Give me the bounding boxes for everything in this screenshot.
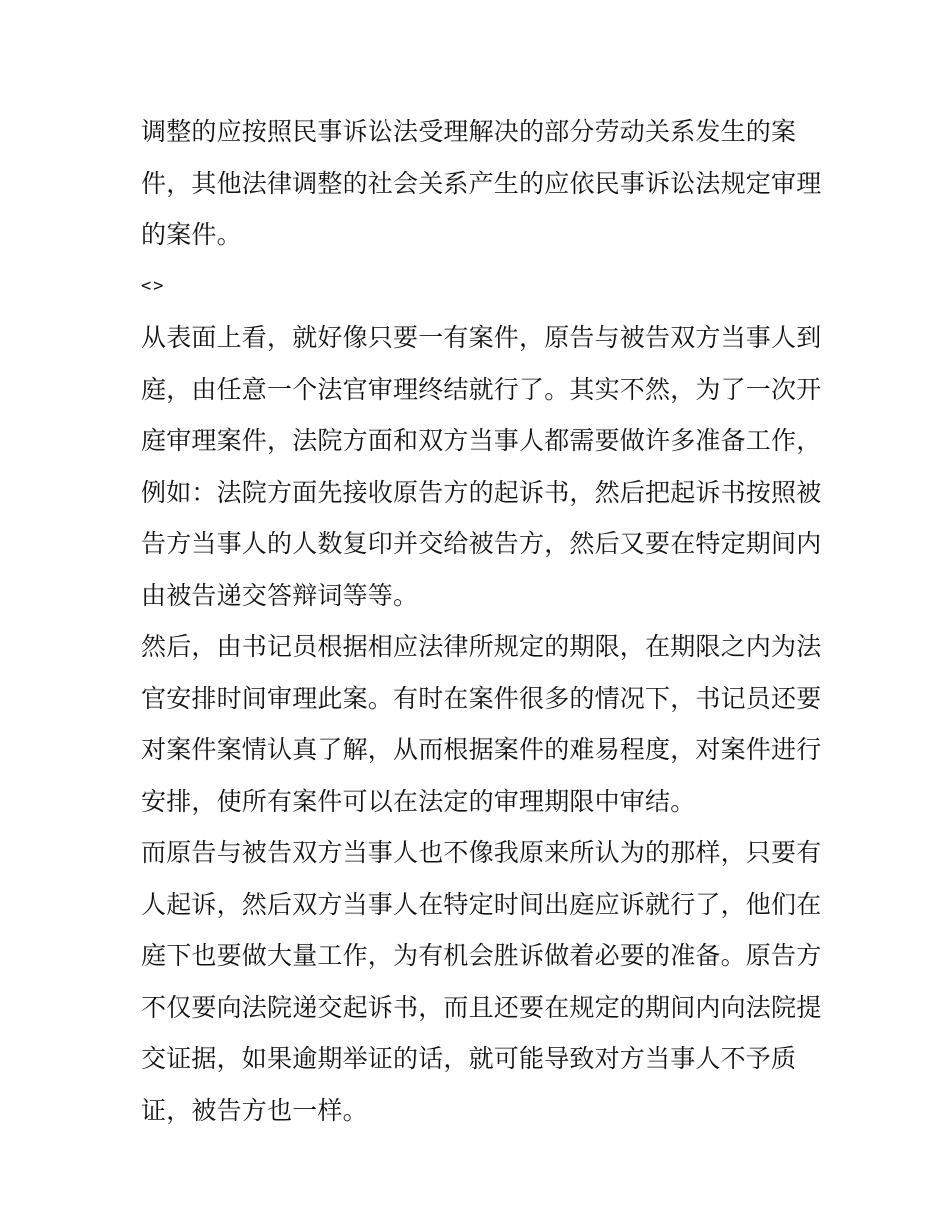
text-line: 例如：法院方面先接收原告方的起诉书，然后把起诉书按照被 [141, 477, 822, 507]
text-line: 对案件案情认真了解，从而根据案件的难易程度，对案件进行 [141, 735, 822, 764]
text-line: 的案件。 [141, 220, 242, 249]
text-line: 由被告递交答辩词等等。 [141, 580, 419, 610]
text-line: 证，被告方也一样。 [141, 1095, 368, 1125]
text-line: 调整的应按照民事诉讼法受理解决的部分劳动关系发生的案 [141, 117, 797, 146]
text-line: 人起诉，然后双方当事人在特定时间出庭应诉就行了，他们在 [141, 889, 822, 919]
paragraph-2 [141, 312, 822, 621]
text-line: 而原告与被告双方当事人也不像我原来所认为的那样，只要有 [141, 838, 822, 867]
text-line: 安排，使所有案件可以在法定的审理期限中审结。 [141, 786, 696, 816]
text-line: 官安排时间审理此案。有时在案件很多的情况下，书记员还要 [141, 683, 822, 713]
paragraph-marker [141, 261, 817, 313]
text-line: 庭审理案件，法院方面和双方当事人都需要做许多准备工作， [141, 426, 822, 455]
text-line: 庭，由任意一个法官审理终结就行了。其实不然，为了一次开 [141, 374, 822, 404]
paragraph-4 [141, 827, 822, 1136]
document-body [141, 106, 822, 1136]
text-line: 然后，由书记员根据相应法律所规定的期限，在期限之内为法 [141, 632, 822, 661]
paragraph-1 [141, 106, 822, 261]
text-line: 交证据，如果逾期举证的话，就可能导致对方当事人不予质 [141, 1044, 797, 1073]
text-line: 告方当事人的人数复印并交给被告方，然后又要在特定期间内 [141, 529, 822, 558]
text-line: 件，其他法律调整的社会关系产生的应依民事诉讼法规定审理 [141, 168, 822, 198]
angle-bracket-marker: <> [141, 275, 166, 296]
paragraph-3 [141, 621, 822, 827]
text-line: 不仅要向法院递交起诉书，而且还要在规定的期间内向法院提 [141, 992, 822, 1022]
text-line: 从表面上看，就好像只要一有案件，原告与被告双方当事人到 [141, 323, 822, 352]
text-line: 庭下也要做大量工作，为有机会胜诉做着必要的准备。原告方 [141, 941, 822, 970]
